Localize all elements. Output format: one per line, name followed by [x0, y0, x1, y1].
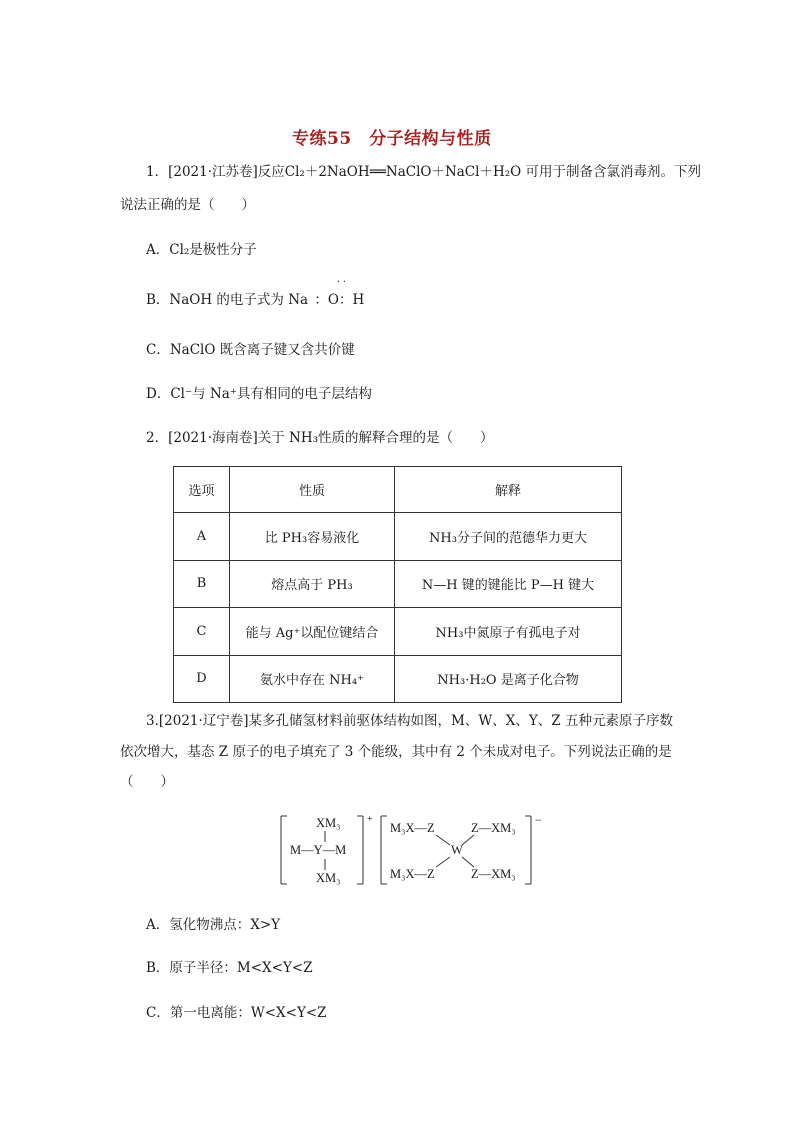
table-header-cell: 解释 — [395, 467, 622, 513]
q3-option-b: B．原子半径：M<X<Y<Z — [146, 960, 313, 976]
q1-option-d: D．Cl⁻与 Na⁺具有相同的电子层结构 — [146, 386, 372, 402]
table-row — [174, 608, 622, 655]
anion-lower-right: Z—XM₃ — [471, 867, 516, 881]
table-cell: NH₃·H₂O 是离子化合物 — [395, 655, 622, 702]
electron-formula-text: ：O：H — [314, 292, 365, 308]
q1-option-a: A．Cl₂是极性分子 — [146, 242, 257, 258]
q2-table — [173, 466, 622, 703]
table-cell: 氨水中存在 NH₄⁺ — [230, 655, 395, 702]
table-cell: NH₃分子间的范德华力更大 — [395, 513, 622, 560]
table-cell: 能与 Ag⁺以配位键结合 — [230, 608, 395, 655]
q3-option-c: C．第一电离能：W<X<Y<Z — [146, 1005, 327, 1021]
cation-top-group: XM₃ — [316, 816, 341, 830]
q1-option-b-prefix: B．NaOH 的电子式为 Na — [146, 292, 309, 308]
table-header-cell: 选项 — [174, 467, 230, 513]
q1-stem-line2: 说法正确的是（ ） — [120, 197, 255, 213]
q1-option-b — [146, 279, 365, 309]
bond-line — [462, 857, 474, 867]
q3-option-a: A．氢化物沸点：X>Y — [146, 917, 281, 933]
table-cell: A — [174, 513, 230, 560]
table-header-cell: 性质 — [230, 467, 395, 513]
q3-stem-line2: 依次增大，基态 Z 原子的电子填充了 3 个能级，其中有 2 个未成对电子。下列说法正确的是 — [120, 744, 672, 760]
table-row — [174, 560, 622, 607]
table-cell: 熔点高于 PH₃ — [230, 560, 395, 607]
bond-line — [462, 835, 474, 845]
cation-middle: M—Y—M — [290, 843, 347, 857]
table-cell: NH₃中氮原子有孤电子对 — [395, 608, 622, 655]
table-cell: 比 PH₃容易液化 — [230, 513, 395, 560]
q1-option-c: C．NaClO 既含离子键又含共价键 — [146, 342, 355, 358]
anion-upper-right: Z—XM₃ — [471, 821, 516, 835]
q3-stem-line1: 3.[2021·辽宁卷]某多孔储氢材料前驱体结构如图，M、W、X、Y、Z 五种元素原子序数 — [146, 713, 673, 729]
anion-lower-left: M₃X—Z — [390, 867, 435, 881]
anion-upper-left: M₃X—Z — [390, 821, 435, 835]
anion-center-atom: W — [451, 843, 463, 857]
table-header-row — [174, 467, 622, 513]
q1-stem-line1: 1．[2021·江苏卷]反应Cl₂＋2NaOH══NaClO＋NaCl＋H₂O 可用于制备含氯消毒剂。下列 — [146, 164, 702, 180]
anion-charge: − — [535, 813, 542, 827]
table-row — [174, 655, 622, 702]
table-cell: C — [174, 608, 230, 655]
table-cell: B — [174, 560, 230, 607]
lone-pair-dots: ˙˙ — [335, 279, 348, 293]
bond-line — [436, 835, 450, 845]
table-cell: N—H 键的键能比 P—H 键大 — [395, 560, 622, 607]
page-title: 专练55 分子结构与性质 — [292, 129, 492, 149]
cation-bottom-group: XM₃ — [316, 871, 341, 885]
cation-charge: + — [367, 814, 373, 825]
q2-stem: 2．[2021·海南卷]关于 NH₃性质的解释合理的是（ ） — [146, 430, 494, 446]
q3-stem-line3: （ ） — [120, 774, 174, 790]
table-cell: D — [174, 655, 230, 702]
electron-formula — [314, 279, 365, 309]
table-row — [174, 513, 622, 560]
structure-diagram — [278, 812, 550, 888]
bond-line — [436, 857, 450, 867]
